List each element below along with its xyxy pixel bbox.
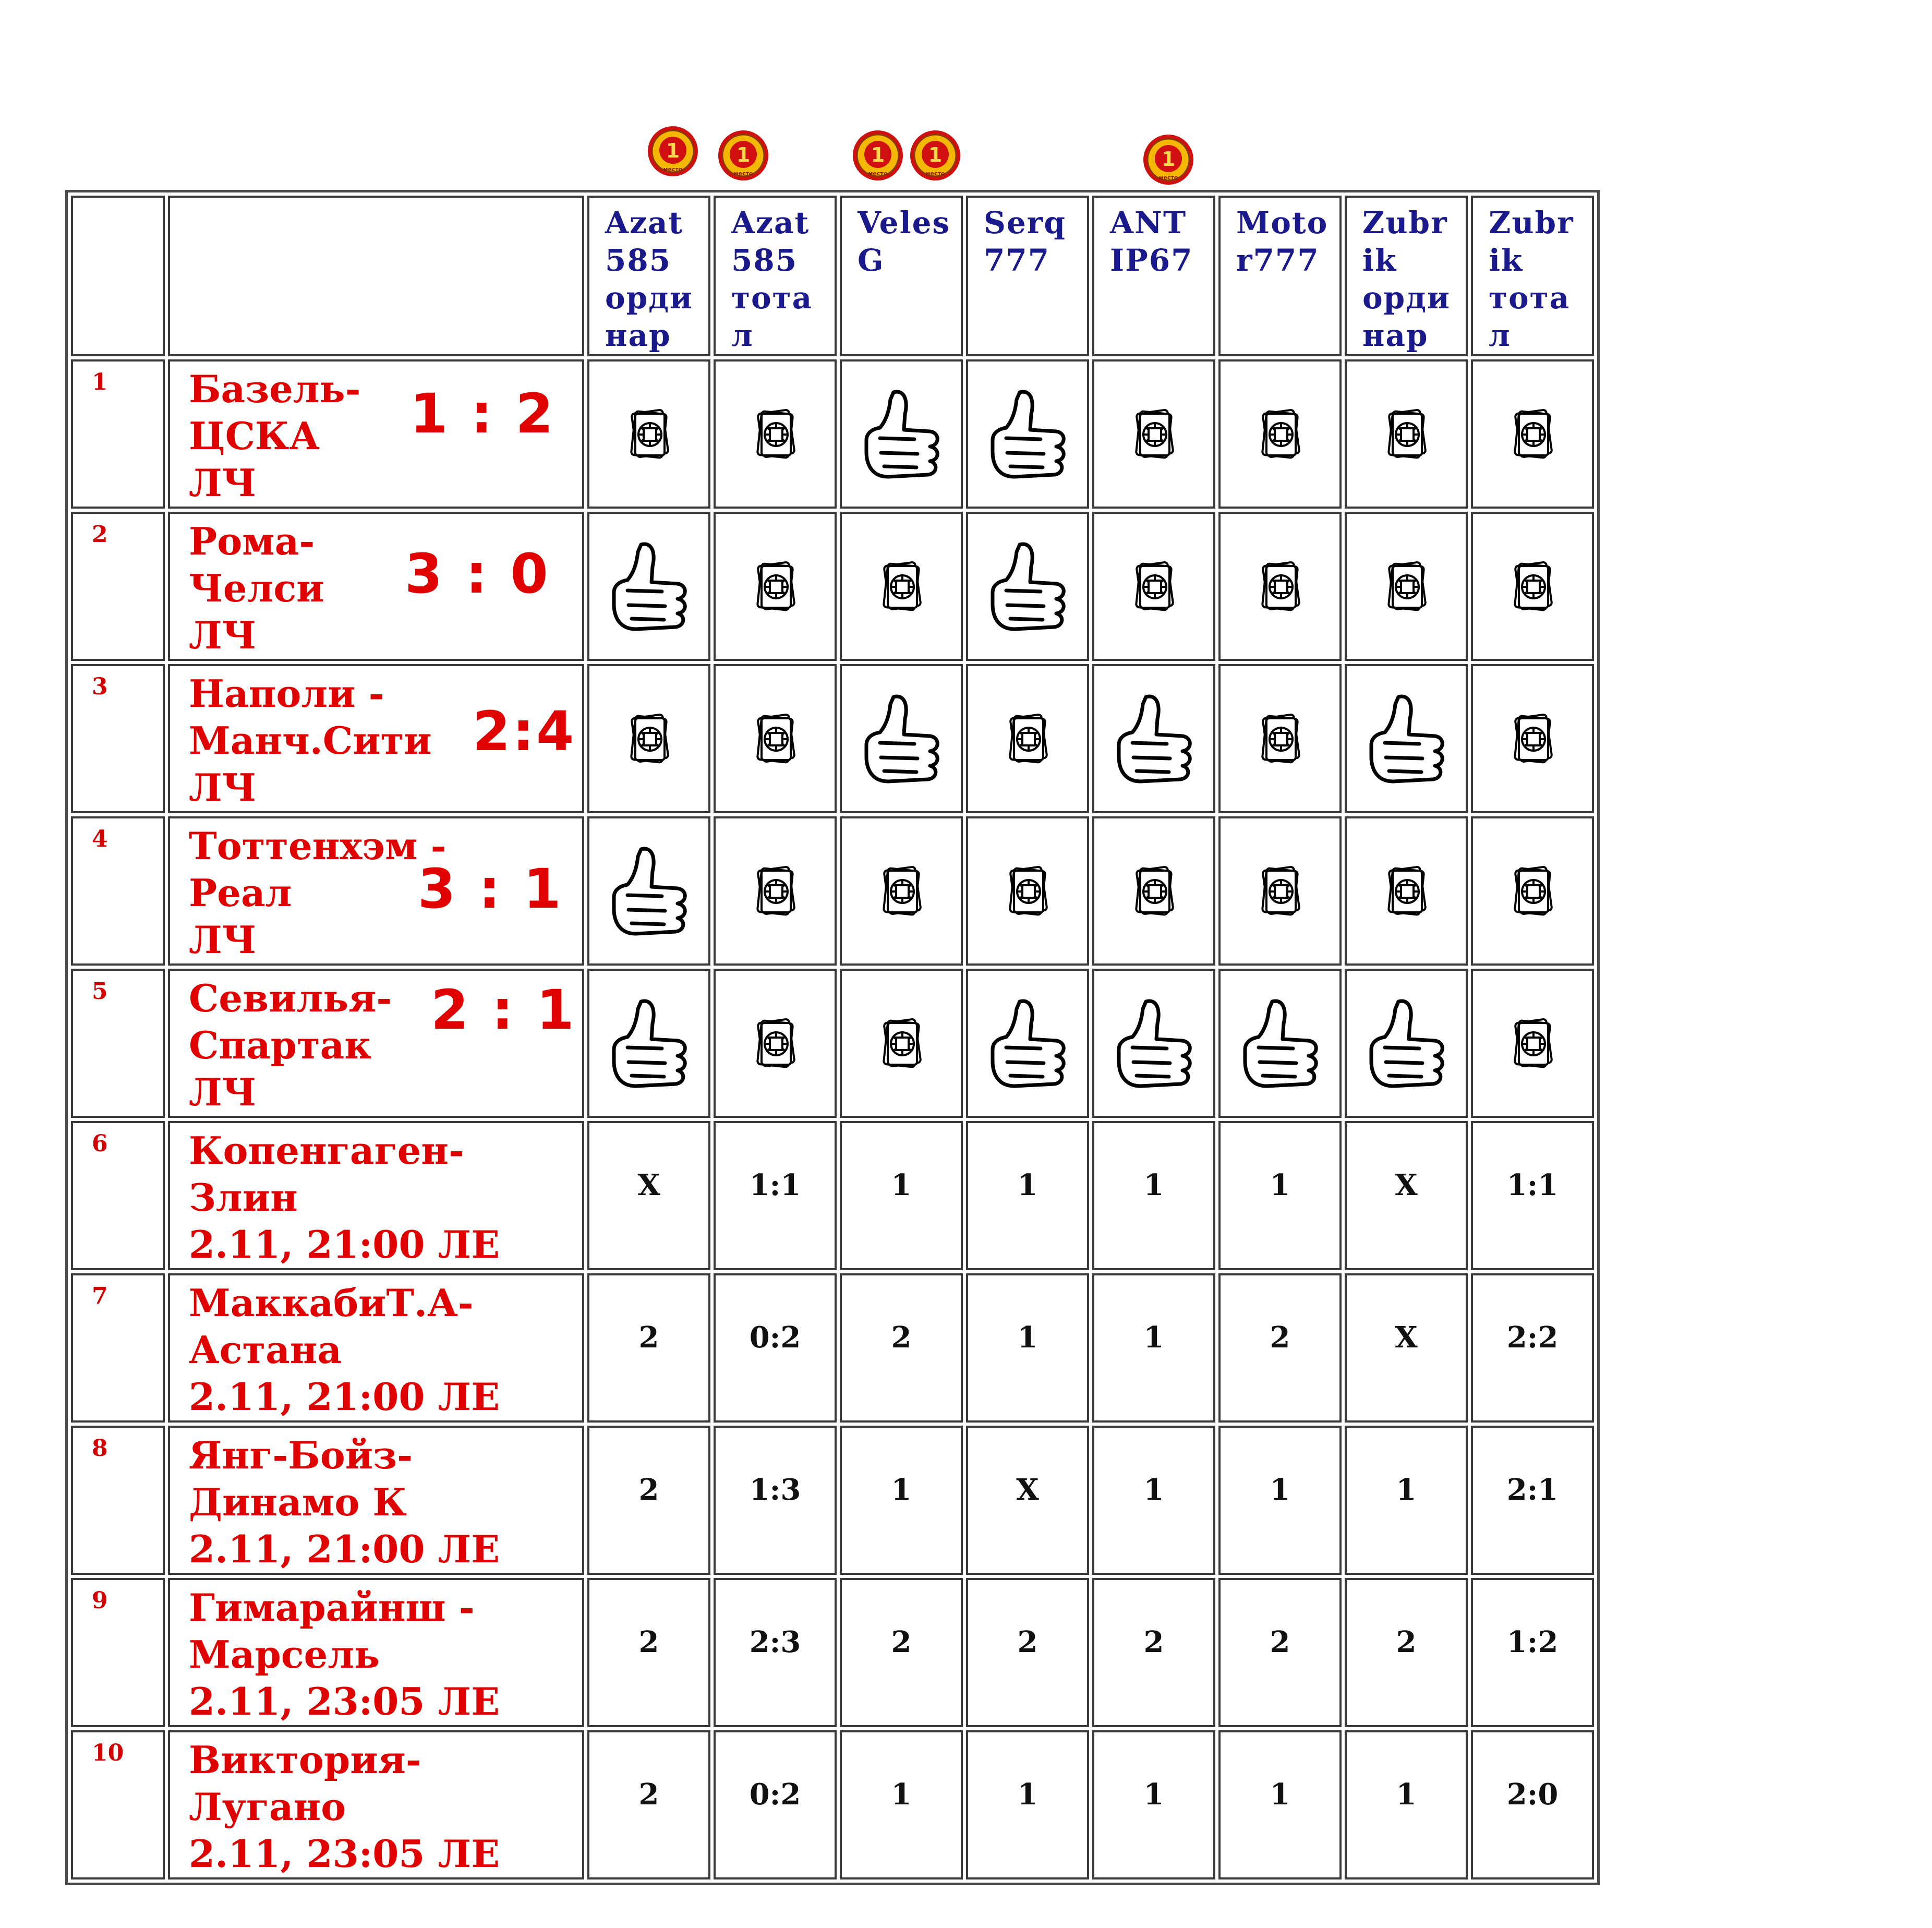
miss-icon bbox=[1128, 404, 1180, 464]
prediction-value: X bbox=[1345, 1121, 1468, 1270]
miss-icon bbox=[1380, 557, 1432, 617]
match-row bbox=[71, 1426, 1594, 1575]
pick-wrong-cell bbox=[714, 664, 837, 813]
prediction-value: 1:1 bbox=[714, 1121, 837, 1270]
miss-icon bbox=[749, 1014, 801, 1074]
match-number: 6 bbox=[71, 1121, 165, 1270]
match-line: 2.11, 21:00 ЛЕ bbox=[189, 1222, 500, 1267]
match-description bbox=[168, 664, 584, 813]
medal-caption: место bbox=[1158, 174, 1178, 181]
thumbs-up-icon bbox=[605, 991, 693, 1095]
miss-icon bbox=[1254, 861, 1306, 921]
prediction-value: 1 bbox=[966, 1121, 1089, 1270]
match-number: 4 bbox=[71, 816, 165, 966]
match-row bbox=[71, 664, 1594, 813]
participant-name-line: Veles bbox=[858, 205, 951, 240]
miss-icon bbox=[1506, 861, 1559, 921]
miss-icon bbox=[1506, 709, 1559, 769]
medal-caption: место bbox=[663, 166, 683, 173]
pick-wrong-cell bbox=[840, 512, 963, 661]
match-number: 3 bbox=[71, 664, 165, 813]
pick-correct-cell bbox=[1345, 969, 1468, 1118]
miss-icon bbox=[1380, 861, 1432, 921]
match-line: ЛЧ bbox=[189, 918, 257, 962]
pick-wrong-cell bbox=[714, 359, 837, 509]
miss-icon bbox=[1506, 1014, 1559, 1074]
pick-wrong-cell bbox=[1471, 969, 1594, 1118]
match-line: Базель- bbox=[189, 367, 361, 411]
match-score: 1 : 2 bbox=[410, 382, 556, 445]
participant-name-line: тота bbox=[1489, 280, 1571, 316]
thumbs-up-icon bbox=[1236, 991, 1324, 1095]
header-participant bbox=[1345, 196, 1468, 356]
pick-wrong-cell bbox=[1092, 512, 1215, 661]
pick-wrong-cell bbox=[1218, 816, 1342, 966]
match-description bbox=[168, 1730, 584, 1879]
miss-icon bbox=[1506, 404, 1559, 464]
miss-icon bbox=[1254, 404, 1306, 464]
medal-label: 1 bbox=[736, 143, 751, 166]
miss-icon bbox=[875, 861, 927, 921]
miss-icon bbox=[1254, 709, 1306, 769]
medal-caption: место bbox=[868, 170, 888, 177]
prediction-value: 0:2 bbox=[714, 1273, 837, 1423]
match-line: ЦСКА bbox=[189, 414, 320, 458]
header-participant bbox=[1218, 196, 1342, 356]
match-row bbox=[71, 1273, 1594, 1423]
match-description bbox=[168, 969, 584, 1118]
header-participant bbox=[840, 196, 963, 356]
match-number: 5 bbox=[71, 969, 165, 1118]
match-description bbox=[168, 1578, 584, 1727]
prediction-value: 1 bbox=[966, 1273, 1089, 1423]
match-row bbox=[71, 969, 1594, 1118]
match-score: 3 : 0 bbox=[405, 542, 550, 606]
medal-caption: место bbox=[925, 170, 945, 177]
pick-correct-cell bbox=[587, 816, 710, 966]
miss-icon bbox=[623, 709, 675, 769]
match-number: 10 bbox=[71, 1730, 165, 1879]
match-row bbox=[71, 1730, 1594, 1879]
match-line: Спартак bbox=[189, 1023, 372, 1067]
medal-label: 1 bbox=[928, 143, 943, 166]
participant-name-line: r777 bbox=[1236, 243, 1320, 278]
thumbs-up-icon bbox=[857, 686, 946, 791]
pick-wrong-cell bbox=[1471, 359, 1594, 509]
miss-icon bbox=[1506, 557, 1559, 617]
participant-name-line: Azat bbox=[605, 205, 684, 240]
prediction-value: 2:3 bbox=[714, 1578, 837, 1727]
prediction-value: 1 bbox=[1218, 1730, 1342, 1879]
match-line: Динамо К bbox=[189, 1480, 407, 1524]
match-line: Гимарайнш - bbox=[189, 1585, 475, 1630]
medal-label: 1 bbox=[871, 143, 885, 166]
pick-wrong-cell bbox=[1218, 359, 1342, 509]
header-participant bbox=[1471, 196, 1594, 356]
match-line: Астана bbox=[189, 1328, 342, 1372]
pick-wrong-cell bbox=[587, 359, 710, 509]
match-line: Злин bbox=[189, 1175, 298, 1220]
pick-correct-cell bbox=[1218, 969, 1342, 1118]
match-description bbox=[168, 512, 584, 661]
header-participant bbox=[714, 196, 837, 356]
match-line: ЛЧ bbox=[189, 1070, 257, 1114]
match-line: Марсель bbox=[189, 1632, 380, 1677]
prediction-value: 2:2 bbox=[1471, 1273, 1594, 1423]
match-row bbox=[71, 1121, 1594, 1270]
thumbs-up-icon bbox=[1109, 991, 1198, 1095]
miss-icon bbox=[1001, 861, 1054, 921]
thumbs-up-icon bbox=[1362, 686, 1451, 791]
pick-wrong-cell bbox=[1471, 664, 1594, 813]
participant-name-line: G bbox=[858, 243, 885, 278]
prediction-value: 1 bbox=[1218, 1121, 1342, 1270]
match-score: 2 : 1 bbox=[431, 978, 576, 1042]
prediction-value: 1 bbox=[1092, 1426, 1215, 1575]
pick-wrong-cell bbox=[1345, 816, 1468, 966]
match-row bbox=[71, 512, 1594, 661]
participant-name-line: Moto bbox=[1236, 205, 1329, 240]
prediction-value: 2 bbox=[587, 1273, 710, 1423]
match-line: Челси bbox=[189, 566, 324, 610]
match-line: 2.11, 21:00 ЛЕ bbox=[189, 1527, 500, 1571]
prediction-value: 2 bbox=[1218, 1578, 1342, 1727]
medal-icon bbox=[852, 129, 904, 182]
participant-name-line: л bbox=[731, 318, 754, 353]
medal-icon bbox=[647, 125, 699, 177]
prediction-value: X bbox=[966, 1426, 1089, 1575]
medal-serq777 bbox=[909, 129, 961, 182]
participant-name-line: IP67 bbox=[1110, 243, 1193, 278]
medal-icon bbox=[909, 129, 961, 182]
match-line: 2.11, 21:00 ЛЕ bbox=[189, 1375, 500, 1419]
pick-wrong-cell bbox=[714, 816, 837, 966]
prediction-value: 1:1 bbox=[1471, 1121, 1594, 1270]
match-description bbox=[168, 1273, 584, 1423]
medal-veles-g bbox=[852, 129, 904, 182]
match-line: ЛЧ bbox=[189, 613, 257, 657]
prediction-value: 2 bbox=[1218, 1273, 1342, 1423]
pick-correct-cell bbox=[587, 969, 710, 1118]
match-number: 8 bbox=[71, 1426, 165, 1575]
pick-wrong-cell bbox=[966, 816, 1089, 966]
miss-icon bbox=[875, 1014, 927, 1074]
pick-correct-cell bbox=[1345, 664, 1468, 813]
participant-name-line: л bbox=[1489, 318, 1511, 353]
match-line: Лугано bbox=[189, 1785, 346, 1829]
miss-icon bbox=[1128, 861, 1180, 921]
match-score: 2:4 bbox=[473, 700, 576, 763]
prediction-value: 1 bbox=[840, 1121, 963, 1270]
match-line: Севилья- bbox=[189, 976, 392, 1020]
match-description bbox=[168, 1121, 584, 1270]
participant-name-line: Azat bbox=[731, 205, 810, 240]
prediction-value: 1 bbox=[966, 1730, 1089, 1879]
thumbs-up-icon bbox=[1109, 686, 1198, 791]
pick-correct-cell bbox=[1092, 969, 1215, 1118]
prediction-value: 1 bbox=[1092, 1273, 1215, 1423]
prediction-value: 1 bbox=[1092, 1730, 1215, 1879]
prediction-table bbox=[65, 190, 1600, 1885]
pick-wrong-cell bbox=[1345, 512, 1468, 661]
match-description bbox=[168, 1426, 584, 1575]
prediction-value: 1:3 bbox=[714, 1426, 837, 1575]
participant-name-line: орди bbox=[605, 280, 693, 316]
participant-name-line: ik bbox=[1489, 243, 1524, 278]
participant-name-line: тота bbox=[731, 280, 813, 316]
medal-label: 1 bbox=[666, 139, 680, 162]
match-line: Реал bbox=[189, 871, 292, 915]
medal-icon bbox=[717, 129, 769, 182]
match-number: 7 bbox=[71, 1273, 165, 1423]
pick-correct-cell bbox=[966, 969, 1089, 1118]
prediction-value: 2:1 bbox=[1471, 1426, 1594, 1575]
pick-correct-cell bbox=[840, 664, 963, 813]
participant-name-line: нар bbox=[605, 318, 671, 353]
match-line: Манч.Сити bbox=[189, 718, 432, 763]
thumbs-up-icon bbox=[983, 382, 1072, 486]
prediction-value: 2 bbox=[1345, 1578, 1468, 1727]
thumbs-up-icon bbox=[605, 839, 693, 943]
prediction-value: 2 bbox=[966, 1578, 1089, 1727]
thumbs-up-icon bbox=[1362, 991, 1451, 1095]
match-line: Наполи - bbox=[189, 671, 384, 716]
prediction-value: 1:2 bbox=[1471, 1578, 1594, 1727]
medal-caption: место bbox=[733, 170, 753, 177]
match-line: ЛЧ bbox=[189, 461, 257, 505]
prediction-value: 2 bbox=[587, 1578, 710, 1727]
pick-correct-cell bbox=[587, 512, 710, 661]
medal-azat585-ordinar bbox=[647, 125, 699, 177]
thumbs-up-icon bbox=[605, 534, 693, 638]
match-row bbox=[71, 359, 1594, 509]
match-number: 2 bbox=[71, 512, 165, 661]
miss-icon bbox=[875, 557, 927, 617]
miss-icon bbox=[623, 404, 675, 464]
pick-wrong-cell bbox=[1471, 512, 1594, 661]
medal-antip67 bbox=[1142, 134, 1194, 186]
pick-wrong-cell bbox=[966, 664, 1089, 813]
prediction-value: 2 bbox=[587, 1426, 710, 1575]
participant-name-line: Zubr bbox=[1489, 205, 1574, 240]
prediction-value: 0:2 bbox=[714, 1730, 837, 1879]
prediction-value: X bbox=[587, 1121, 710, 1270]
participant-name-line: ik bbox=[1362, 243, 1397, 278]
miss-icon bbox=[1380, 404, 1432, 464]
participant-name-line: Serq bbox=[984, 205, 1066, 240]
match-line: 2.11, 23:05 ЛЕ bbox=[189, 1679, 500, 1724]
participant-name-line: нар bbox=[1362, 318, 1429, 353]
prediction-value: 1 bbox=[1218, 1426, 1342, 1575]
pick-wrong-cell bbox=[840, 816, 963, 966]
participant-name-line: Zubr bbox=[1362, 205, 1448, 240]
match-line: 2.11, 23:05 ЛЕ bbox=[189, 1831, 500, 1876]
prediction-value: 2:0 bbox=[1471, 1730, 1594, 1879]
match-number: 9 bbox=[71, 1578, 165, 1727]
header-num-cell bbox=[71, 196, 165, 356]
prediction-value: 2 bbox=[840, 1578, 963, 1727]
prediction-value: 2 bbox=[1092, 1578, 1215, 1727]
pick-wrong-cell bbox=[840, 969, 963, 1118]
pick-wrong-cell bbox=[714, 969, 837, 1118]
pick-wrong-cell bbox=[1345, 359, 1468, 509]
pick-wrong-cell bbox=[587, 664, 710, 813]
match-line: Тоттенхэм - bbox=[189, 824, 446, 868]
match-line: МаккабиТ.А- bbox=[189, 1281, 474, 1325]
header-participant bbox=[587, 196, 710, 356]
participant-name-line: 585 bbox=[731, 243, 798, 278]
prediction-value: 1 bbox=[840, 1426, 963, 1575]
participant-name-line: орди bbox=[1362, 280, 1451, 316]
thumbs-up-icon bbox=[983, 991, 1072, 1095]
pick-wrong-cell bbox=[1218, 664, 1342, 813]
prediction-value: 1 bbox=[1345, 1730, 1468, 1879]
prediction-value: 2 bbox=[840, 1273, 963, 1423]
match-line: Копенгаген- bbox=[189, 1128, 465, 1173]
medal-azat585-total bbox=[717, 129, 769, 182]
prediction-value: 1 bbox=[1092, 1121, 1215, 1270]
participant-name-line: ANT bbox=[1110, 205, 1187, 240]
match-row bbox=[71, 816, 1594, 966]
thumbs-up-icon bbox=[983, 534, 1072, 638]
match-score: 3 : 1 bbox=[418, 857, 563, 921]
header-participant bbox=[966, 196, 1089, 356]
prediction-value: 2 bbox=[587, 1730, 710, 1879]
match-description bbox=[168, 816, 584, 966]
header-row bbox=[71, 196, 1594, 356]
medal-label: 1 bbox=[1161, 148, 1176, 171]
miss-icon bbox=[749, 861, 801, 921]
pick-wrong-cell bbox=[1471, 816, 1594, 966]
prediction-value: X bbox=[1345, 1273, 1468, 1423]
pick-wrong-cell bbox=[1218, 512, 1342, 661]
miss-icon bbox=[1128, 557, 1180, 617]
header-match-cell bbox=[168, 196, 584, 356]
match-number: 1 bbox=[71, 359, 165, 509]
pick-correct-cell bbox=[840, 359, 963, 509]
miss-icon bbox=[749, 404, 801, 464]
miss-icon bbox=[749, 557, 801, 617]
medal-icon bbox=[1142, 134, 1194, 186]
pick-wrong-cell bbox=[714, 512, 837, 661]
match-row bbox=[71, 1578, 1594, 1727]
participant-name-line: 777 bbox=[984, 243, 1050, 278]
miss-icon bbox=[749, 709, 801, 769]
pick-wrong-cell bbox=[1092, 359, 1215, 509]
pick-correct-cell bbox=[966, 512, 1089, 661]
header-participant bbox=[1092, 196, 1215, 356]
thumbs-up-icon bbox=[857, 382, 946, 486]
miss-icon bbox=[1001, 709, 1054, 769]
match-line: Янг-Бойз- bbox=[189, 1433, 413, 1477]
match-line: Рома- bbox=[189, 519, 315, 563]
prediction-value: 1 bbox=[840, 1730, 963, 1879]
match-description bbox=[168, 359, 584, 509]
participant-name-line: 585 bbox=[605, 243, 672, 278]
match-line: ЛЧ bbox=[189, 765, 257, 810]
pick-correct-cell bbox=[1092, 664, 1215, 813]
prediction-value: 1 bbox=[1345, 1426, 1468, 1575]
pick-wrong-cell bbox=[1092, 816, 1215, 966]
pick-correct-cell bbox=[966, 359, 1089, 509]
match-line: Виктория- bbox=[189, 1738, 421, 1782]
miss-icon bbox=[1254, 557, 1306, 617]
